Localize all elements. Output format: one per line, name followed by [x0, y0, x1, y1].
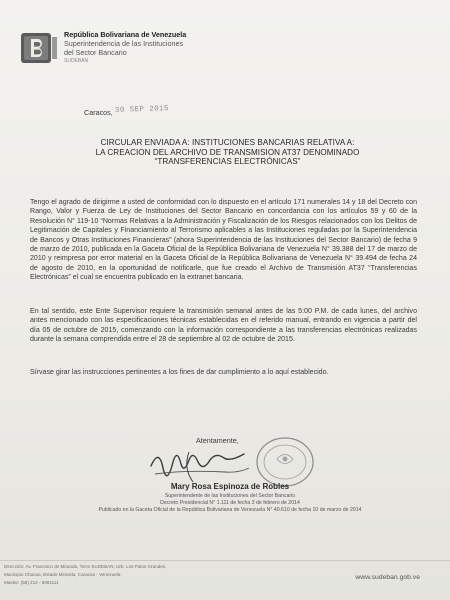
- signer-decree: Decreto Presidencial N° 1.111 de fecha 3 de febrero de 2014: [160, 500, 300, 506]
- signer-gazette: Publicado en la Gaceta Oficial de la República Bolivariana de Venezuela N° 40.610 de fecha 10 de marzo de 2014: [98, 507, 362, 513]
- header-institution: Superintendencia de las Instituciones: [64, 39, 184, 48]
- document-title: [30, 138, 425, 167]
- footer-address: [4, 563, 166, 586]
- place: Caracos,: [84, 108, 113, 117]
- header-country: República Bolivariana de Venezuela: [64, 30, 187, 39]
- institution-header: [64, 30, 186, 66]
- closing-label: Atentamente,: [196, 436, 239, 445]
- title-line-1: CIRCULAR ENVIADA A: INSTITUCIONES BANCARIAS RELATIVA A:: [100, 138, 355, 147]
- title-line-3: “TRANSFERENCIAS ELECTRÓNICAS”: [154, 157, 301, 167]
- paragraph-requirement: En tal sentido, este Ente Supervisor requiere la transmisión semanal antes de las 5:00 P.M. de cada lunes, del archivo antes mencionado con las especificaciones técnicas establecidas en el referido manual, entrando en vigencia a partir del día 05 de octubre de 2015, comenzando con la información correspondiente a las transferencias electrónicas realizadas durante la semana comprendida entre el 28 de septiembre al 02 de octubre de 2015.: [30, 308, 417, 344]
- footer-line-2: Municipio Chacao, Estado Miranda, Caracas - Venezuela: [4, 571, 121, 577]
- header-acronym: SUDEBAN: [64, 58, 89, 64]
- paragraph-instructions: Sírvase girar las instrucciones pertinentes a los fines de dar cumplimiento a lo aquí establecido.: [30, 369, 329, 376]
- signer-title: Superintendente de las Instituciones del Sector Bancario: [164, 493, 296, 499]
- header-sector: del Sector Bancario: [64, 48, 127, 57]
- footer-line-3: Master: (58) 212 - 5081111: [4, 579, 59, 585]
- sudeban-logo: [18, 31, 60, 65]
- signer-name: Mary Rosa Espinoza de Robles: [170, 482, 290, 491]
- footer-divider: [0, 560, 450, 561]
- date-stamp: 30 SEP 2015: [114, 105, 170, 115]
- paragraph-legal-basis: Tengo el agrado de dirigirme a usted de conformidad con lo dispuesto en el artículo 171 numerales 14 y 18 del Decreto con Rango, Valor y Fuerza de Ley de Instituciones del Sector Bancario en concordancia con los artículos 59 y 60 de la Resolución N° 119-10 “Normas Relativas a la Administración y Fiscalización de los Riesgos relacionados con los Delitos de Legitimación de Capitales y Financiamiento al Terrorismo aplicables a las Instituciones reguladas por la Superintendencia de Bancos y Otras Instituciones Financieras” (ahora Superintendencia de las Instituciones del Sector Bancario) de fecha 9 de marzo de 2010, publicada en la Gaceta Oficial de la República Bolivariana de Venezuela N° 39.388 del 17 de marzo de 2010 y reimpresa por error material en la Gaceta Oficial de la República Bolivariana de Venezuela N° 39.494 de fecha 24 de agosto de 2010, en la oportunidad de notificarle, que fue creado el Archivo de Transmisión AT37 “Transferencias Electrónicas” el cual se encuentra publicado en la extranet bancaria.: [30, 199, 417, 282]
- footer-line-1: Dirección: Av. Francisco de Miranda, Torre SUDEBAN, Urb. Los Palos Grandes,: [4, 564, 167, 569]
- footer-url: www.sudeban.gob.ve: [355, 574, 420, 581]
- title-line-2: LA CREACION DEL ARCHIVO DE TRANSMISION AT37 DENOMINADO: [95, 147, 360, 157]
